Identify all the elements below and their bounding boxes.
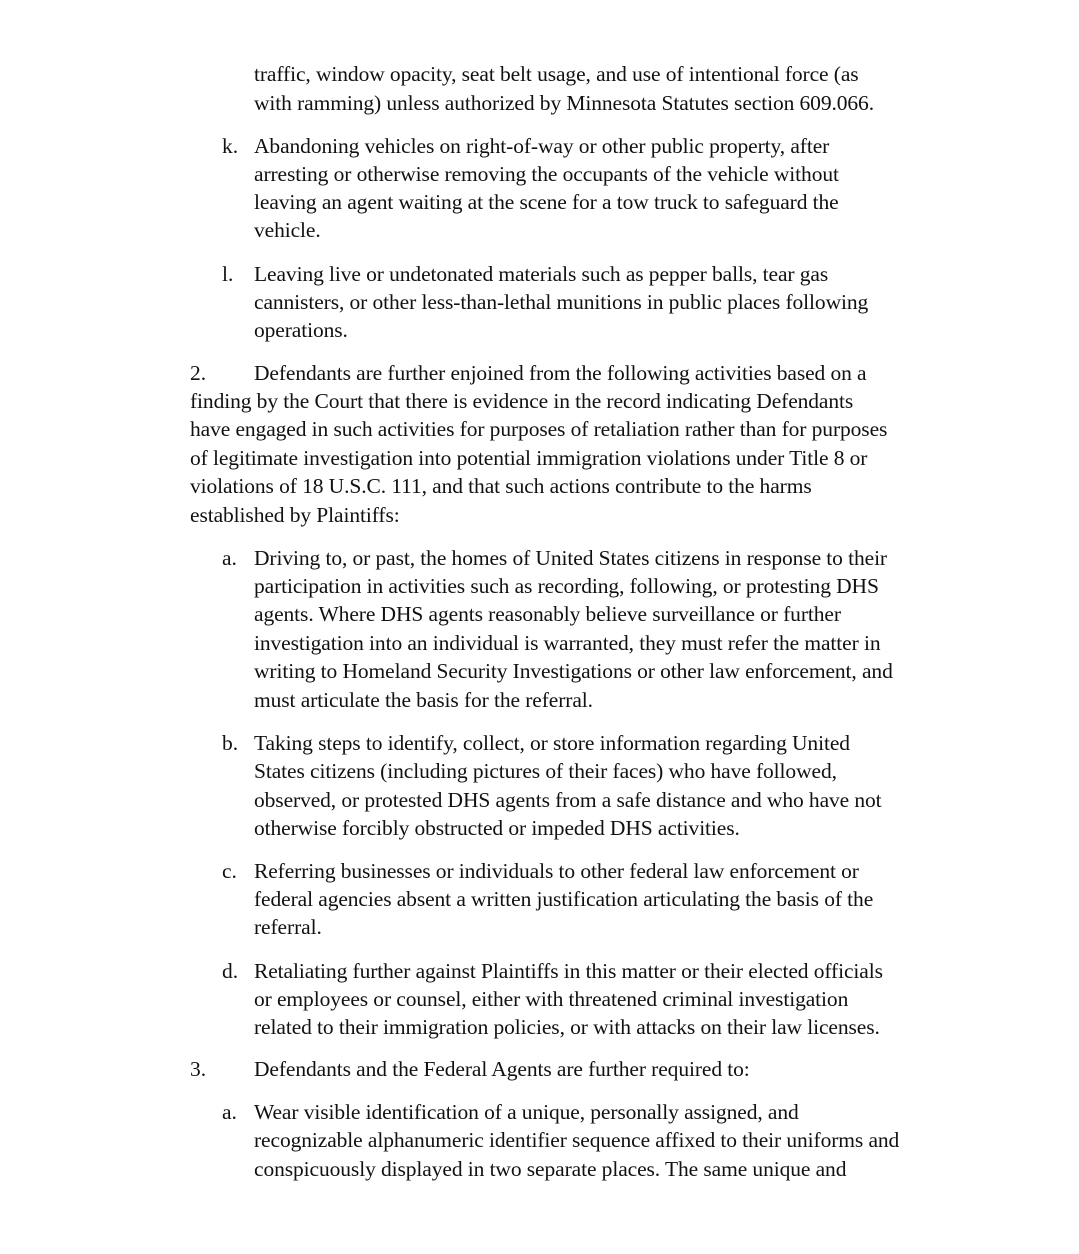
text-line: leaving an agent waiting at the scene for a tow truck to safeguard the [254, 190, 839, 214]
text-line: Referring businesses or individuals to other federal law enforcement or [254, 859, 859, 883]
text-line: arresting or otherwise removing the occupants of the vehicle without [254, 162, 839, 186]
text-line: agents. Where DHS agents reasonably believe surveillance or further [254, 602, 841, 626]
text-line: Driving to, or past, the homes of United States citizens in response to their [254, 546, 887, 570]
text-line: Wear visible identification of a unique, personally assigned, and [254, 1100, 799, 1124]
text-line: investigation into an individual is warranted, they must refer the matter in [254, 631, 881, 655]
text-line: finding by the Court that there is evidence in the record indicating Defendants [190, 389, 854, 413]
text-line: operations. [254, 318, 348, 342]
text-line: conspicuously displayed in two separate places. The same unique and [254, 1157, 847, 1181]
text-line: otherwise forcibly obstructed or impeded DHS activities. [254, 816, 740, 840]
list-marker: a. [222, 1100, 237, 1124]
list-marker: c. [222, 859, 237, 883]
text-line: violations of 18 U.S.C. 111, and that such actions contribute to the harms [190, 474, 812, 498]
list-marker: k. [222, 134, 239, 158]
text-line: referral. [254, 915, 322, 939]
text-line: must articulate the basis for the referral. [254, 688, 593, 712]
text-line: Leaving live or undetonated materials such as pepper balls, tear gas [254, 262, 829, 286]
text-line: related to their immigration policies, or with attacks on their law licenses. [254, 1015, 880, 1039]
list-marker: b. [222, 731, 239, 755]
text-line: observed, or protested DHS agents from a safe distance and who have not [254, 788, 882, 812]
text-line: of legitimate investigation into potential immigration violations under Title 8 or [190, 446, 868, 470]
list-marker: d. [222, 959, 239, 983]
text-line: with ramming) unless authorized by Minnesota Statutes section 609.066. [254, 91, 874, 115]
paragraph-number: 3. [190, 1057, 207, 1081]
text-line: participation in activities such as recording, following, or protesting DHS [254, 574, 879, 598]
text-line: federal agencies absent a written justification articulating the basis of the [254, 887, 874, 911]
text-line: recognizable alphanumeric identifier sequence affixed to their uniforms and [254, 1128, 900, 1152]
text-line: traffic, window opacity, seat belt usage, and use of intentional force (as [254, 62, 859, 86]
text-line: Retaliating further against Plaintiffs in this matter or their elected officials [254, 959, 883, 983]
paragraph-number: 2. [190, 361, 207, 385]
text-line: Taking steps to identify, collect, or store information regarding United [254, 731, 850, 755]
text-line: Defendants are further enjoined from the following activities based on a [254, 361, 867, 385]
text-line: writing to Homeland Security Investigations or other law enforcement, and [254, 659, 893, 683]
list-marker: l. [222, 262, 234, 286]
text-line: or employees or counsel, either with threatened criminal investigation [254, 987, 849, 1011]
text-line: Abandoning vehicles on right-of-way or other public property, after [254, 134, 830, 158]
text-line: vehicle. [254, 218, 321, 242]
text-line: established by Plaintiffs: [190, 503, 400, 527]
text-line: States citizens (including pictures of their faces) who have followed, [254, 759, 837, 783]
list-marker: a. [222, 546, 237, 570]
text-line: Defendants and the Federal Agents are further required to: [254, 1057, 750, 1081]
text-line: have engaged in such activities for purposes of retaliation rather than for purposes [190, 417, 888, 441]
text-line: cannisters, or other less-than-lethal munitions in public places following [254, 290, 869, 314]
